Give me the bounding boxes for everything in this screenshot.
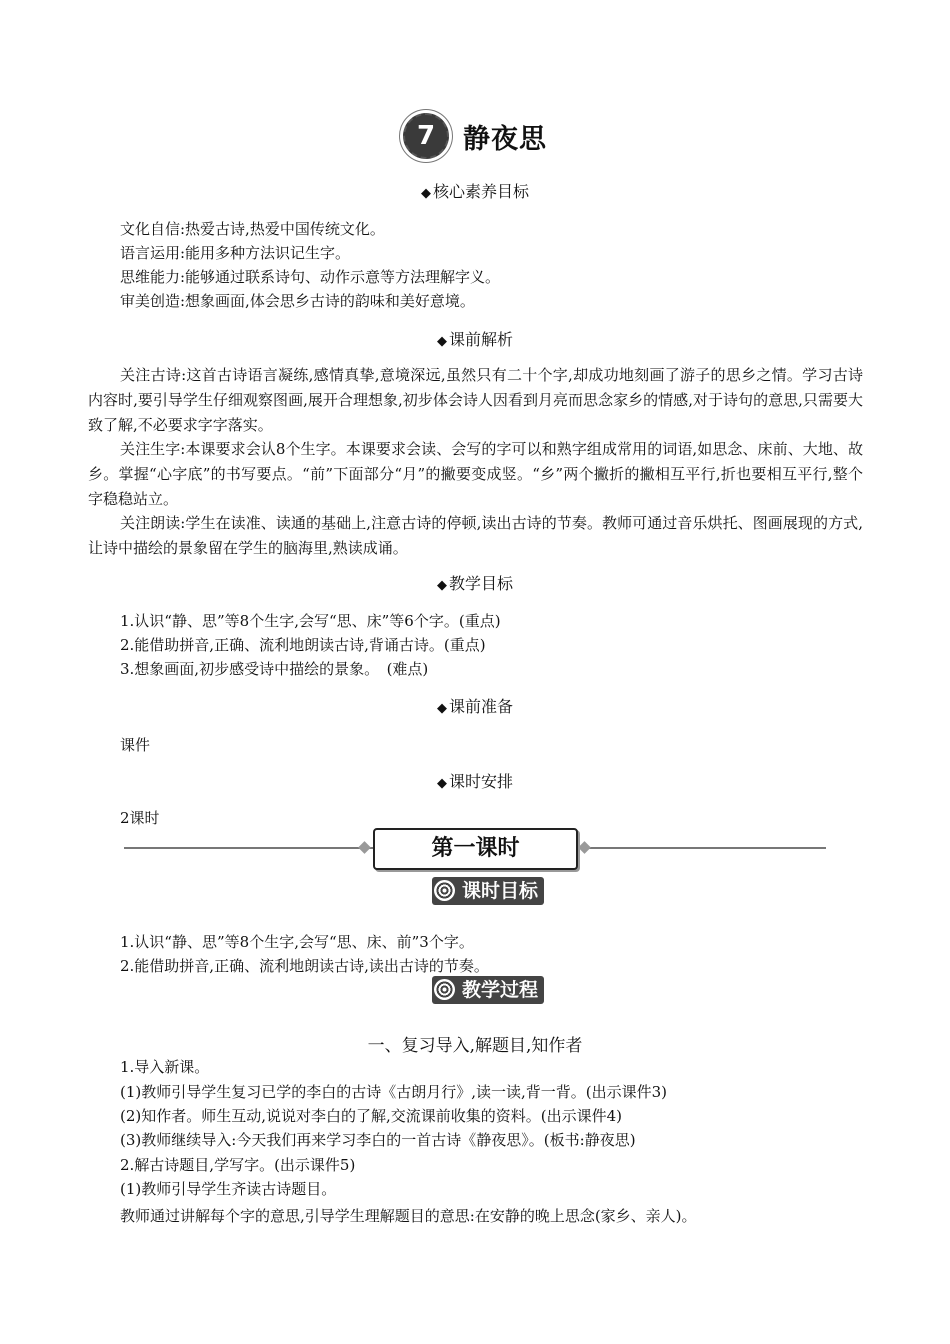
diamond-icon: ◆	[436, 701, 447, 716]
diamond-icon: ◆	[420, 186, 431, 201]
process-line: (1)教师引导学生复习已学的李白的古诗《古朗月行》,读一读,背一背。(出示课件3)	[120, 1083, 668, 1101]
target-icon	[434, 880, 455, 901]
diamond-icon: ◆	[436, 776, 447, 791]
diamond-icon: ◆	[436, 578, 447, 593]
section-teaching-goals	[0, 571, 950, 594]
period-goal-line: 1.认识“静、思”等8个生字,会写“思、床、前”3个字。	[120, 933, 474, 951]
section-preparation-title: 课前准备	[448, 697, 513, 716]
process-step-title: 一、复习导入,解题目,知作者	[367, 1036, 583, 1056]
target-icon	[434, 979, 455, 1000]
period-title: 第一课时	[373, 828, 578, 870]
teaching-goal-line: 3.想象画面,初步感受诗中描绘的景象。 (难点)	[120, 660, 429, 678]
section-preparation	[0, 694, 950, 717]
analysis-paragraph-reading: 关注朗读:学生在读准、读通的基础上,注意古诗的停顿,读出古诗的节奏。教师可通过音乐烘托、图画展现的方式,让诗中描绘的景象留在学生的脑海里,熟读成诵。	[88, 514, 863, 557]
process-tag	[432, 976, 544, 1004]
core-goal-line: 思维能力:能够通过联系诗句、动作示意等方法理解字义。	[120, 268, 501, 286]
analysis-paragraph-characters: 关注生字:本课要求会认8个生字。本课要求会读、会写的字可以和熟字组成常用的词语,如思念、床前、大地、故乡。掌握“心字底”的书写要点。“前”下面部分“月”的撇要变成竖。“乡”两个撇折的撇相互平行,折也要相互平行,整个字稳稳站立。	[88, 440, 863, 508]
analysis-paragraph-poem: 关注古诗:这首古诗语言凝练,感情真挚,意境深远,虽然只有二十个字,却成功地刻画了游子的思乡之情。学习古诗内容时,要引导学生仔细观察图画,展开合理想象,初步体会诗人因看到月亮而思念家乡的情感,对于诗句的意思,只需要大致了解,不必要求字字落实。	[88, 366, 863, 434]
schedule-text: 2课时	[120, 809, 160, 827]
period-goals-tag	[432, 877, 544, 905]
period-goals-tag-label: 课时目标	[462, 880, 539, 902]
section-schedule	[0, 769, 950, 792]
section-core-goals-title: 核心素养目标	[432, 182, 529, 201]
divider-right-dot	[578, 841, 591, 854]
teaching-goal-line: 2.能借助拼音,正确、流利地朗读古诗,背诵古诗。(重点)	[120, 636, 486, 654]
section-analysis-title: 课前解析	[448, 330, 513, 349]
process-line: (1)教师引导学生齐读古诗题目。	[120, 1180, 337, 1198]
section-schedule-title: 课时安排	[448, 772, 513, 791]
core-goal-line: 文化自信:热爱古诗,热爱中国传统文化。	[120, 220, 385, 238]
process-line: 教师通过讲解每个字的意思,引导学生理解题目的意思:在安静的晚上思念(家乡、亲人)。	[120, 1207, 697, 1225]
section-analysis	[0, 327, 950, 350]
period-goal-line: 2.能借助拼音,正确、流利地朗读古诗,读出古诗的节奏。	[120, 957, 489, 975]
process-line: (2)知作者。师生互动,说说对李白的了解,交流课前收集的资料。(出示课件4)	[120, 1107, 623, 1125]
core-goal-line: 语言运用:能用多种方法识记生字。	[120, 244, 351, 262]
teaching-goal-line: 1.认识“静、思”等8个生字,会写“思、床”等6个字。(重点)	[120, 612, 501, 630]
diamond-icon: ◆	[436, 334, 447, 349]
divider-left-dot	[358, 841, 371, 854]
process-tag-label: 教学过程	[462, 979, 539, 1001]
lesson-title	[0, 113, 950, 163]
lesson-number-badge: 7	[403, 113, 449, 159]
process-line: 1.导入新课。	[120, 1058, 210, 1076]
preparation-text: 课件	[120, 736, 151, 754]
process-line: (3)教师继续导入:今天我们再来学习李白的一首古诗《静夜思》。(板书:静夜思)	[120, 1131, 636, 1149]
section-core-goals	[0, 179, 950, 202]
process-line: 2.解古诗题目,学写字。(出示课件5)	[120, 1156, 356, 1174]
lesson-title-text: 静夜思	[463, 123, 547, 155]
section-teaching-goals-title: 教学目标	[448, 574, 513, 593]
core-goal-line: 审美创造:想象画面,体会思乡古诗的韵味和美好意境。	[120, 292, 475, 310]
